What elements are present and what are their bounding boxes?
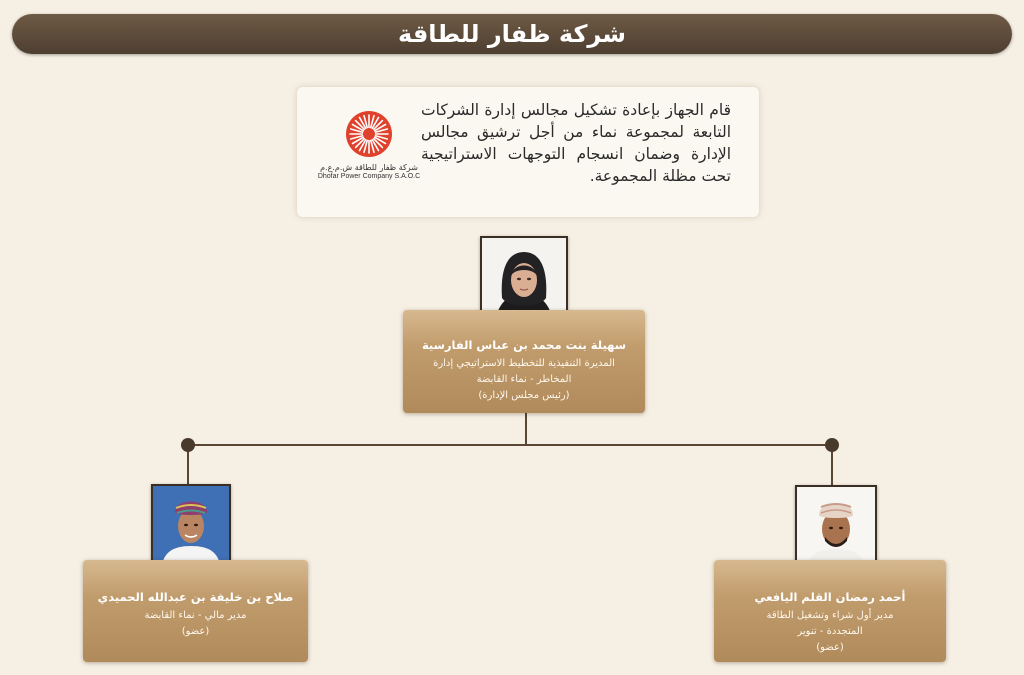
dhofar-power-sunburst-logo-icon bbox=[344, 109, 394, 159]
member-left-card bbox=[83, 560, 308, 662]
intro-text: قام الجهاز بإعادة تشكيل مجالس إدارة الشركات التابعة لمجموعة نماء من أجل ترشيق مجالس الإدارة وضمان انسجام التوجهات الاستراتيجية تحت مظلة المجموعة. bbox=[421, 101, 731, 185]
member-left-role-line1: مدير مالي - نماء القابضة bbox=[144, 610, 247, 621]
member-right-member-label: (عضو) bbox=[816, 642, 844, 653]
member-left-role bbox=[83, 608, 308, 624]
chair-role bbox=[403, 356, 645, 388]
intro-card bbox=[297, 87, 759, 217]
member-right-role-line1: مدير أول شراء وتشغيل الطاقة bbox=[766, 610, 894, 621]
member-left-name: صلاح بن خليفة بن عبدالله الحميدي bbox=[97, 590, 294, 604]
member-right-role-line2: المتجددة - تنوير bbox=[797, 626, 863, 637]
company-logo bbox=[309, 109, 429, 189]
chair-name: سهيلة بنت محمد بن عباس الفارسية bbox=[421, 338, 627, 352]
connector-node-left bbox=[181, 438, 195, 452]
member-right-name: أحمد رمضان القلم اليافعي bbox=[754, 590, 906, 604]
logo-english-text: Dhofar Power Company S.A.O.C bbox=[317, 173, 421, 180]
member-right-role bbox=[714, 608, 946, 640]
logo-arabic-text: شركة ظفار للطاقة ش.م.ع.م bbox=[320, 163, 418, 172]
member-right-card bbox=[714, 560, 946, 662]
chair-member-label: (رئيس مجلس الإدارة) bbox=[478, 390, 570, 401]
chair-role-line1: المديرة التنفيذية للتخطيط الاستراتيجي إدارة bbox=[433, 358, 615, 369]
chair-role-line2: المخاطر - نماء القابضة bbox=[476, 374, 572, 385]
page-title: شركة ظفار للطاقة bbox=[398, 20, 626, 48]
member-left-member-label: (عضو) bbox=[181, 626, 210, 637]
chair-card bbox=[403, 310, 645, 413]
connector-node-right bbox=[825, 438, 839, 452]
title-bar bbox=[12, 14, 1012, 54]
